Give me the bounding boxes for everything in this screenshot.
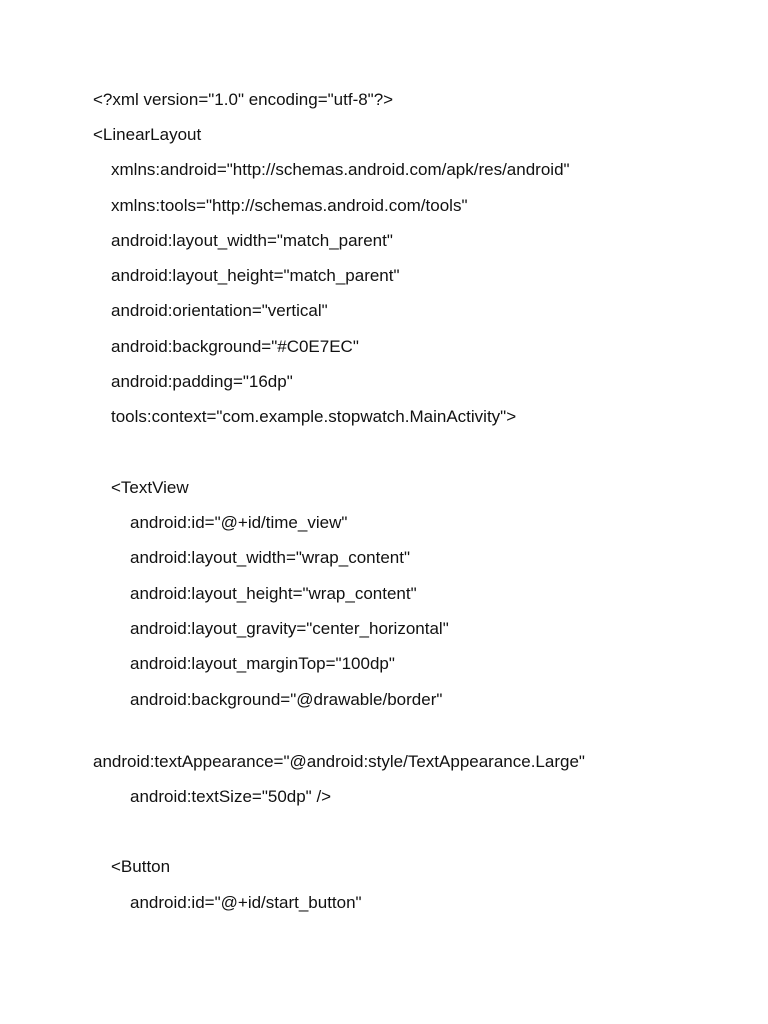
textview-textsize-line: android:textSize="50dp" /> xyxy=(130,787,332,806)
layout-width-line: android:layout_width="match_parent" xyxy=(111,231,393,250)
xmlns-tools-line: xmlns:tools="http://schemas.android.com/tools" xyxy=(111,196,468,215)
textview-width-line: android:layout_width="wrap_content" xyxy=(130,548,411,567)
orientation-line: android:orientation="vertical" xyxy=(111,301,328,320)
textview-margintop-line: android:layout_marginTop="100dp" xyxy=(130,654,395,673)
textview-open-line: <TextView xyxy=(111,478,189,497)
textview-id-line: android:id="@+id/time_view" xyxy=(130,513,348,532)
layout-height-line: android:layout_height="match_parent" xyxy=(111,266,400,285)
textview-height-line: android:layout_height="wrap_content" xyxy=(130,584,417,603)
textview-textappearance-line: android:textAppearance="@android:style/TextAppearance.Large" xyxy=(93,752,585,771)
button-open-line: <Button xyxy=(111,857,171,876)
xml-declaration-line: <?xml version="1.0" encoding="utf-8"?> xyxy=(93,90,394,109)
xmlns-android-line: xmlns:android="http://schemas.android.com/apk/res/android" xyxy=(111,160,570,179)
padding-line: android:padding="16dp" xyxy=(111,372,293,391)
background-line: android:background="#C0E7EC" xyxy=(111,337,359,356)
linearlayout-open-line: <LinearLayout xyxy=(93,125,202,144)
textview-gravity-line: android:layout_gravity="center_horizontal" xyxy=(130,619,449,638)
textview-background-line: android:background="@drawable/border" xyxy=(130,690,443,709)
button-id-line: android:id="@+id/start_button" xyxy=(130,893,362,912)
tools-context-line: tools:context="com.example.stopwatch.MainActivity"> xyxy=(111,407,517,426)
